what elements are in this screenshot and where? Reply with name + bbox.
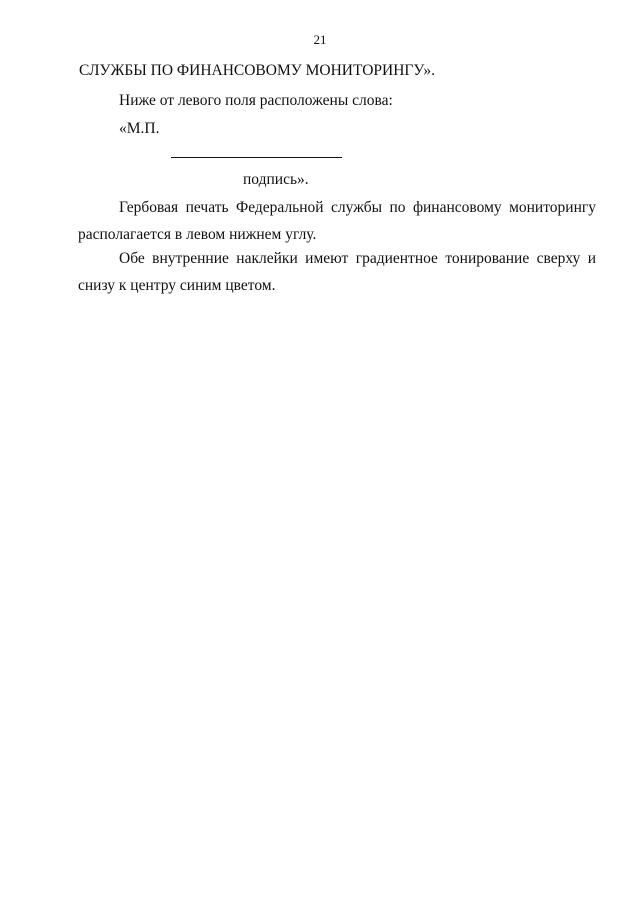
- signature-caption: подпись».: [243, 171, 309, 188]
- text-line-below-left-margin: Ниже от левого поля расположены слова:: [119, 92, 393, 109]
- seal-paragraph-line-2: располагается в левом нижнем углу.: [78, 226, 317, 243]
- text-line-service-name: СЛУЖБЫ ПО ФИНАНСОВОМУ МОНИТОРИНГУ».: [79, 62, 436, 79]
- stickers-paragraph-line-1: Обе внутренние наклейки имеют градиентное тонирование сверху и: [119, 250, 596, 267]
- signature-line: [171, 157, 342, 158]
- text-line-mp: «М.П.: [119, 120, 160, 137]
- stickers-paragraph-line-2: снизу к центру синим цветом.: [78, 277, 276, 294]
- page-number: 21: [313, 32, 327, 47]
- seal-paragraph-line-1: Гербовая печать Федеральной службы по финансовому мониторингу: [119, 199, 596, 216]
